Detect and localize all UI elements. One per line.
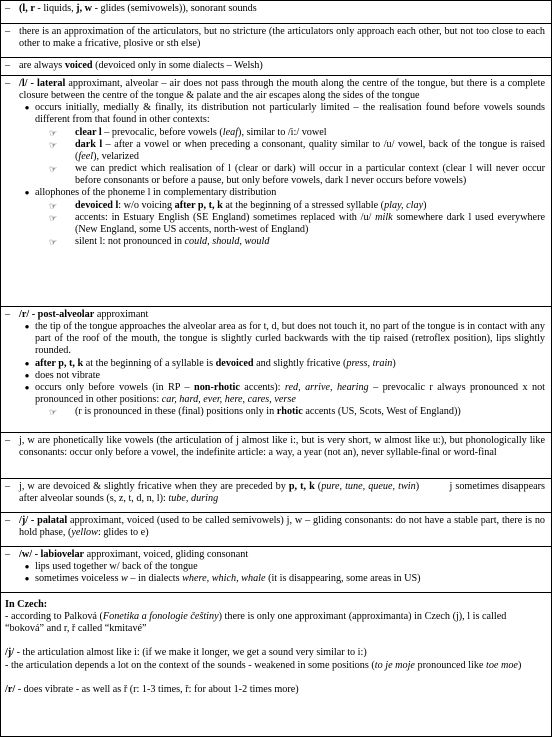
bullet-icon: ● bbox=[24, 358, 30, 368]
approximants-list bbox=[1, 1, 551, 593]
dash-icon: – bbox=[5, 78, 11, 89]
sub-item: ☞ we can predict which realisation of l (clear or dark) will occur in a particular context (clear l will never occur before consonants or before a pause, but only before vowels, dark l never occurs before vowels) bbox=[49, 163, 545, 187]
paragraph: - according to Palková (Fonetika a fonologie češtiny) there is only one approximant (approximanta) in Czech (j), l is called “boková” and r, ř called “kmitavé” bbox=[5, 611, 507, 635]
pointing-hand-icon: ☞ bbox=[49, 200, 58, 211]
pointing-hand-icon: ☞ bbox=[49, 139, 58, 150]
sub-item: ☞ devoiced l: w/o voicing after p, t, k at the beginning of a stressed syllable (play, clay) bbox=[49, 199, 427, 211]
bullet-item: ● sometimes voiceless w – in dialects where, which, whale (it is disappearing, some areas in US) bbox=[19, 573, 545, 585]
bullet-icon: ● bbox=[24, 370, 30, 380]
bullet-item: ● occurs only before vowels (in RP – non-rhotic accents): red, arrive, hearing – prevocalic r always pronounced x not pronounced in other positions: car, hard, ever, here, cares, verse bbox=[19, 382, 545, 406]
pointing-hand-icon: ☞ bbox=[49, 237, 58, 248]
bullet-icon: ● bbox=[24, 322, 30, 332]
dash-icon: – bbox=[5, 481, 11, 492]
sub-item: ☞ dark l – after a vowel or when preceding a consonant, quality similar to /u/ vowel, back of the tongue is raised (feel), velarized bbox=[49, 138, 545, 162]
bullet-item: ● lips used together w/ back of the tongue bbox=[19, 561, 545, 573]
bullet-item: ● does not vibrate bbox=[19, 370, 545, 382]
paragraph: /j/ - the articulation almost like i: (if we make it longer, we get a sound very similar to i:) bbox=[5, 647, 367, 659]
list-item-palatal: – /j/ - palatal approximant, voiced (used to be called semivowels) j, w – gliding consonants: do not have a stable part, there is no hold phase, (yellow: glides to e) bbox=[1, 513, 551, 547]
czech-section bbox=[1, 599, 551, 696]
list-item: – there is an approximation of the articulators, but no stricture (the articulators only approach each other, but not too close to each other to make a fricative, plosive or sth else) bbox=[1, 24, 551, 58]
bullet-item: ● the tip of the tongue approaches the alveolar area as for t, d, but does not touch it, no part of the tongue is in contact with any part of the roof of the mouth, the tongue is slightly curled backwards with the tip raised (retroflex position), lips slightly rounded. bbox=[19, 321, 545, 357]
bullet-icon: ● bbox=[24, 188, 30, 198]
dash-icon: – bbox=[5, 309, 11, 320]
list-item: – j, w are devoiced & slightly fricative when they are preceded by p, t, k (pure, tune, queue, twin) j sometimes disappears after alveolar sounds (s, z, t, d, n, l): tube, during bbox=[1, 479, 551, 513]
sub-item: ☞ clear l – prevocalic, before vowels (leaf), similar to /i:/ vowel bbox=[49, 126, 327, 138]
dash-icon: – bbox=[5, 549, 11, 560]
paragraph: - the articulation depends a lot on the context of the sounds - weakened in some positions (to je moje pronounced like toe moe) bbox=[5, 659, 522, 671]
bullet-item: ● allophones of the phoneme l in complementary distribution bbox=[19, 187, 545, 199]
list-item: – (l, r - liquids, j, w - glides (semivowels)), sonorant sounds bbox=[1, 1, 551, 24]
list-item-post-alveolar: – /r/ - post-alveolar approximant ● the tip of the tongue approaches the alveolar area as for t, d, but does not touch it, no part of the tongue is in contact with any part of the roof of the mouth, the tongue is slightly curled backwards with the tip raised (retroflex position), lips slightly rounded. ● after p, t, k at the beginning of a syllable is devoiced and slightly fricative (press, train) ● does not vibrate ● occurs only before vowels (in RP – non-rhotic accents): red, arrive, hearing – prevocalic r always pronounced x not pronounced in other positions: car, hard, ever, here, cares, verse ☞ (r is pronounced in these (final) positions only in rhotic accents (US, Scots, West of England)) bbox=[1, 307, 551, 433]
pointing-hand-icon: ☞ bbox=[49, 212, 58, 223]
list-item-labiovelar: – /w/ - labiovelar approximant, voiced, gliding consonant ● lips used together w/ back of the tongue ● sometimes voiceless w – in dialects where, which, whale (it is disappearing, some areas in US) bbox=[1, 547, 551, 593]
pointing-hand-icon: ☞ bbox=[49, 407, 58, 418]
dash-icon: – bbox=[5, 3, 11, 14]
bullet-icon: ● bbox=[24, 382, 30, 392]
sub-item: ☞ silent l: not pronounced in could, should, would bbox=[49, 236, 270, 248]
bullet-item: ● after p, t, k at the beginning of a syllable is devoiced and slightly fricative (press, train) bbox=[19, 358, 545, 370]
list-item-lateral: – /l/ - lateral approximant, alveolar – air does not pass through the mouth along the centre of the tongue, but there is a complete closure between the centre of the tongue & palate and the air escapes along the sides of the tongue ● occurs initially, medially & finally, its distribution not particularly limited – the realisation found before vowels sounds different from that found in other contexts: ☞ clear l – prevocalic, before vowels (leaf), similar to /i:/ vowel ☞ dark l – after a vowel or when preceding a consonant, quality similar to /u/ vowel, back of the tongue is raised (feel), velarized ☞ we can predict which realisation of l (clear or dark) will occur in a particular context (clear l will never occur before consonants or before a pause, but only before vowels, dark l never occurs before vowels) ● allophones of the phoneme l in complementary distribution ☞ devoiced l: w/o voicing after p, t, k at the beginning of a stressed syllable (play, clay) ☞ accents: in Estuary English (SE England) sometimes replaced with /u/ milk somewhere dark l used everywhere (New England, some US accents, north-west of England) ☞ silent l: not pronounced in could, should, would bbox=[1, 76, 551, 307]
bullet-icon: ● bbox=[24, 574, 30, 584]
dash-icon: – bbox=[5, 26, 11, 37]
sub-item: ☞ accents: in Estuary English (SE England) sometimes replaced with /u/ milk somewhere dark l used everywhere (New England, some US accents, north-west of England) bbox=[49, 211, 545, 235]
dash-icon: – bbox=[5, 60, 11, 71]
bullet-icon: ● bbox=[24, 103, 30, 113]
bullet-icon: ● bbox=[24, 562, 30, 572]
paragraph: /r/ - does vibrate - as well as ř (r: 1-3 times, ř: for about 1-2 times more) bbox=[5, 683, 299, 695]
list-item: – are always voiced (devoiced only in some dialects – Welsh) bbox=[1, 58, 551, 76]
bullet-item: ● occurs initially, medially & finally, its distribution not particularly limited – the realisation found before vowels sounds different from that found in other contexts: bbox=[19, 102, 545, 126]
pointing-hand-icon: ☞ bbox=[49, 164, 58, 175]
list-item: – j, w are phonetically like vowels (the articulation of j almost like i:, but is very short, w almost like u:), but phonologically like consonants: occur only before a vowel, the indefinite article: a way, a year (not an), never syllable-final or word-final bbox=[1, 433, 551, 479]
pointing-hand-icon: ☞ bbox=[49, 127, 58, 138]
sub-item: ☞ (r is pronounced in these (final) positions only in rhotic accents (US, Scots, West of England)) bbox=[49, 406, 461, 418]
dash-icon: – bbox=[5, 515, 11, 526]
section-heading: In Czech: bbox=[5, 599, 48, 610]
dash-icon: – bbox=[5, 435, 11, 446]
